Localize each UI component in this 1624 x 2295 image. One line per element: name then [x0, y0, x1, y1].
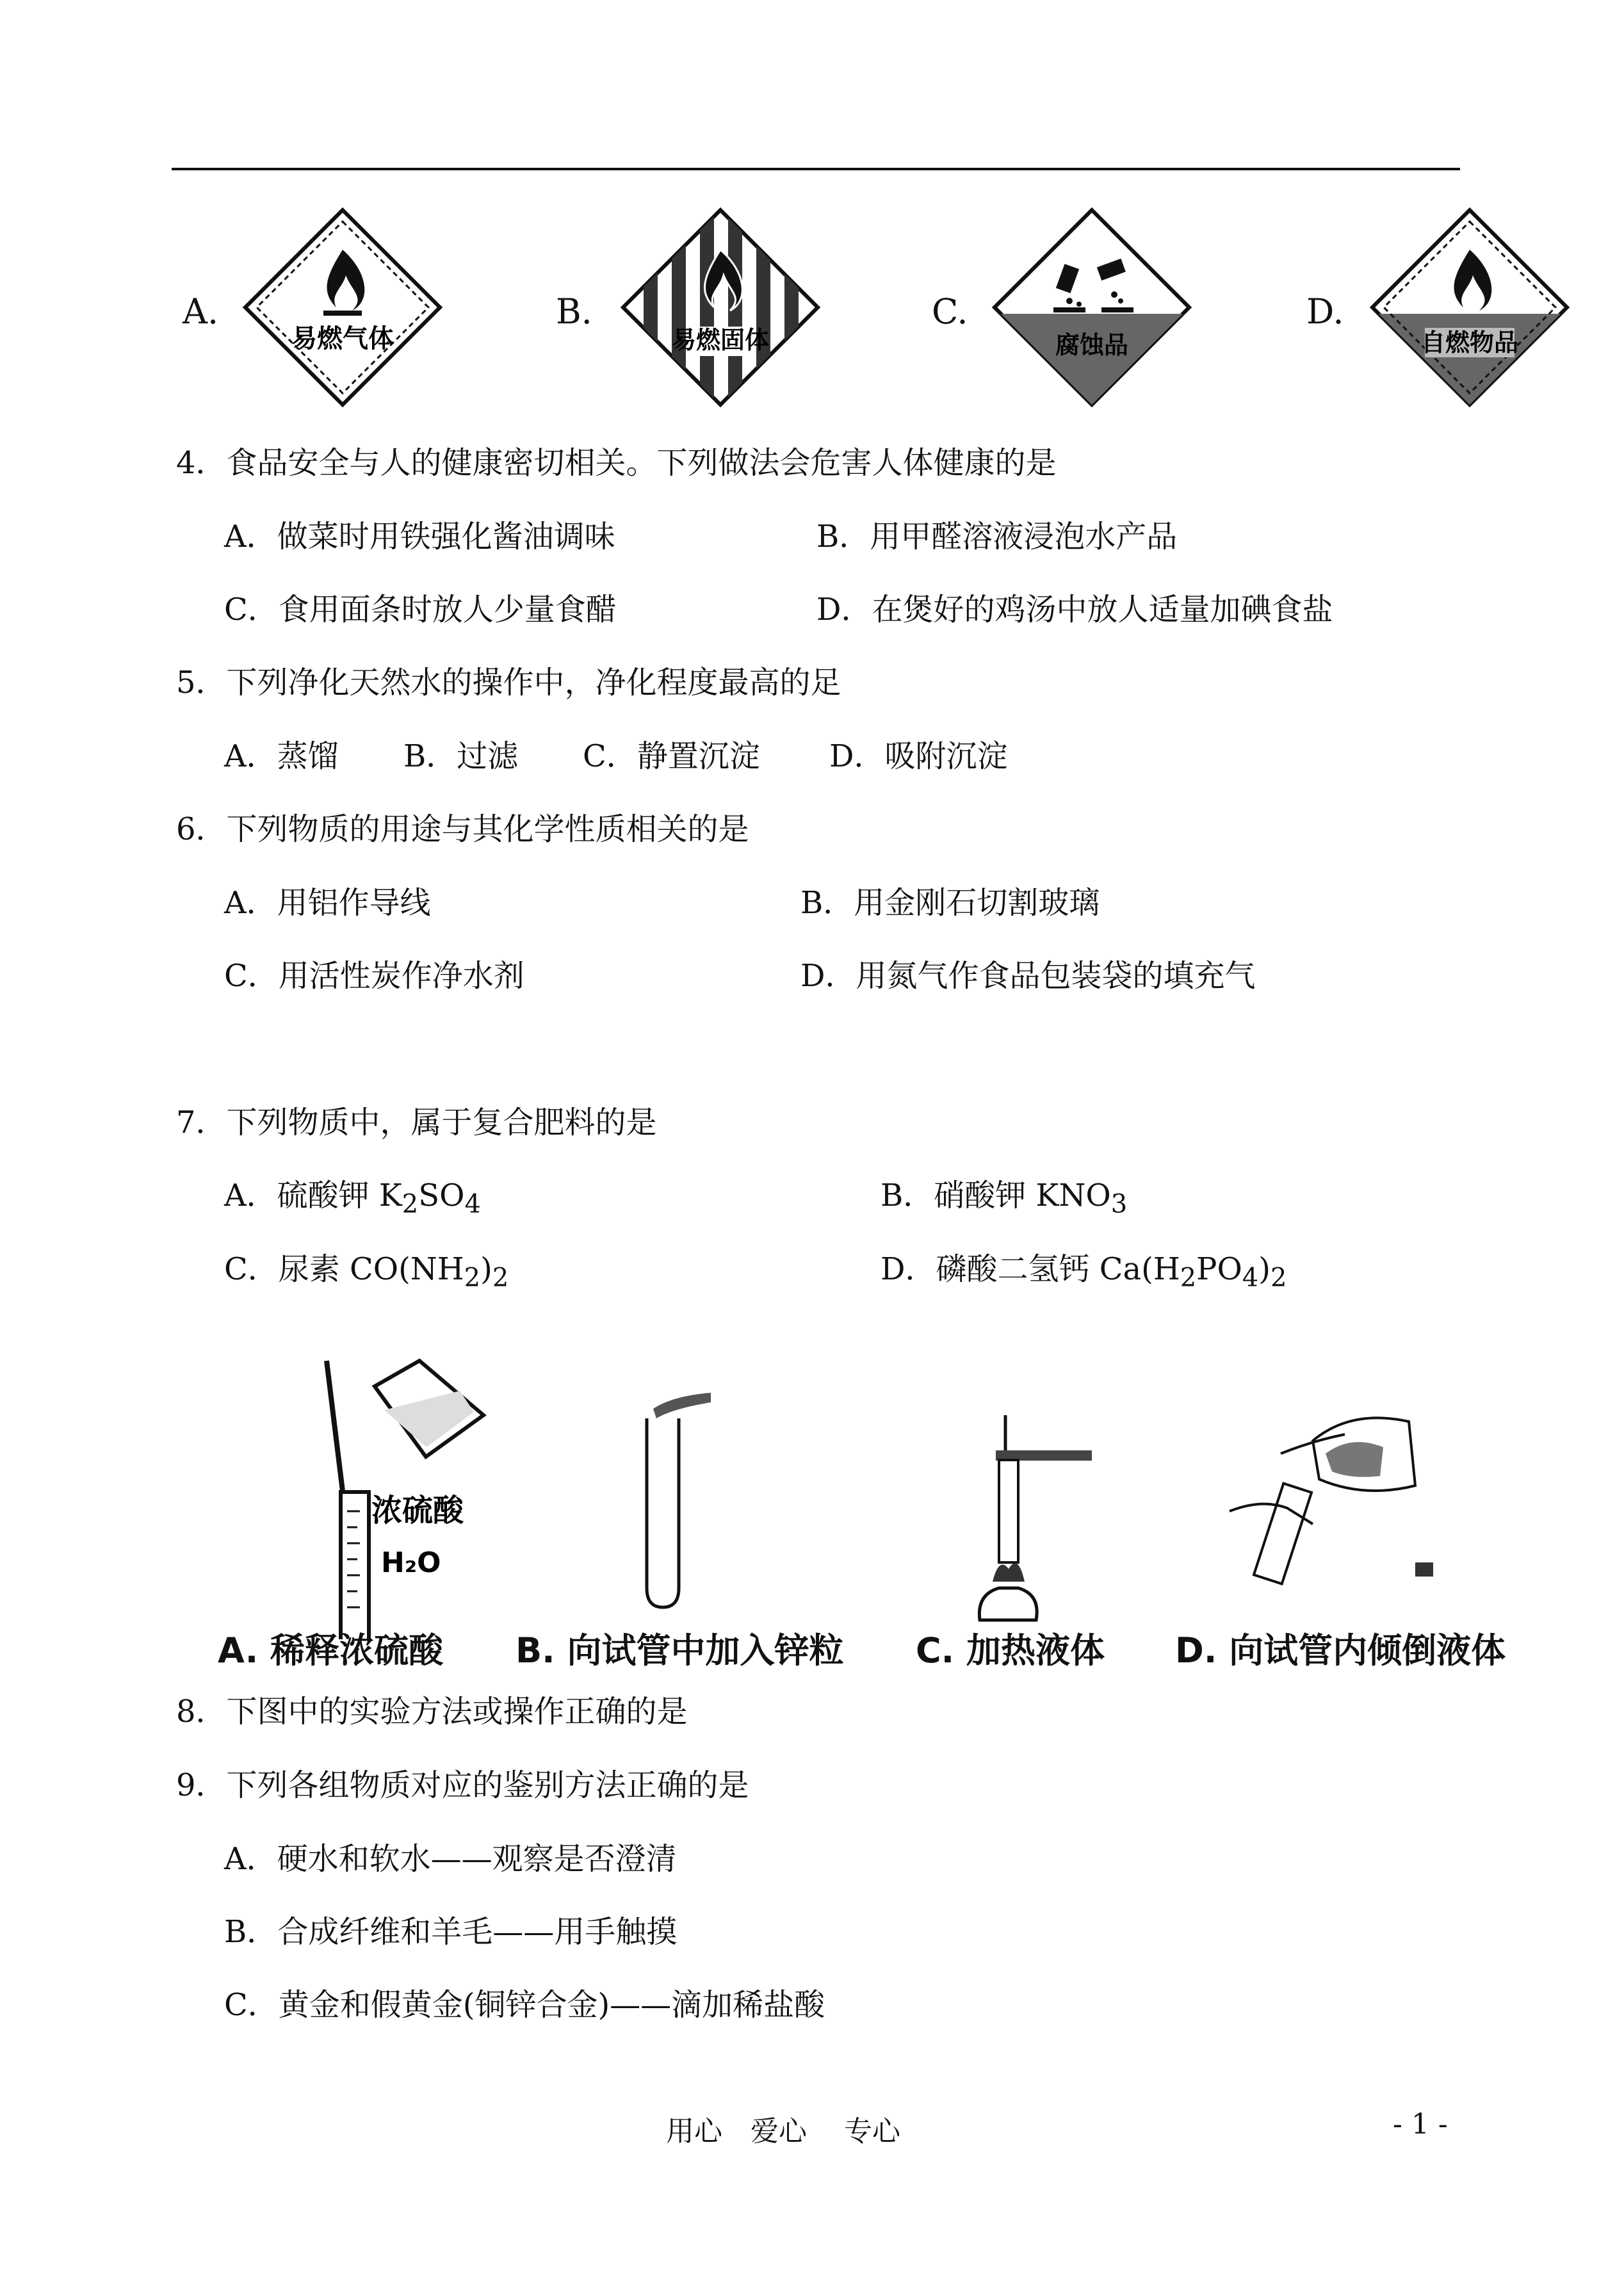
q6-option-b: B．用金刚石切割玻璃 — [800, 885, 1100, 921]
q9-option-a: A．硬水和软水——观察是否澄清 — [224, 1841, 677, 1877]
hazard-sign-corrosive — [989, 205, 1194, 410]
hazard-sign-spontaneous — [1367, 205, 1572, 410]
lab-caption-d: D. 向试管内倾倒液体 — [1175, 1630, 1506, 1671]
sign-b-text: 易燃固体 — [671, 326, 770, 354]
q7-option-d: D．磷酸二氢钙 $Ca(H_2PO_4)_2$ — [881, 1251, 1287, 1293]
page-number: - 1 - — [1393, 2108, 1448, 2141]
question-7-stem: 7．下列物质中，属于复合肥料的是 — [176, 1105, 657, 1140]
lab-figure-b-test-tube — [634, 1383, 775, 1614]
sign-letter-d: D. — [1306, 291, 1344, 332]
lab-caption-a: A. 稀释浓硫酸 — [218, 1630, 444, 1671]
lab-caption-b: B. 向试管中加入锌粒 — [516, 1630, 844, 1671]
lab-caption-c: C. 加热液体 — [916, 1630, 1105, 1671]
sign-d-text: 自燃物品 — [1420, 328, 1519, 357]
q5-option-b: B．过滤 — [403, 738, 519, 774]
q9-option-c: C．黄金和假黄金(铜锌合金)——滴加稀盐酸 — [224, 1987, 825, 2023]
question-4-stem: 4．食品安全与人的健康密切相关。下列做法会危害人体健康的是 — [176, 445, 1057, 481]
q6-option-d: D．用氮气作食品包装袋的填充气 — [800, 958, 1256, 994]
question-8-stem: 8．下图中的实验方法或操作正确的是 — [176, 1694, 688, 1730]
hazard-sign-flammable-solid — [618, 205, 823, 410]
lab-figure-c-heating — [961, 1409, 1127, 1626]
q5-option-a: A．蒸馏 — [224, 738, 339, 774]
question-5-stem: 5．下列净化天然水的操作中，净化程度最高的足 — [176, 665, 841, 701]
hazard-sign-flammable-gas — [240, 205, 445, 410]
question-6-stem: 6．下列物质的用途与其化学性质相关的是 — [176, 811, 749, 847]
question-9-stem: 9．下列各组物质对应的鉴别方法正确的是 — [176, 1767, 749, 1803]
q7-option-c: C．尿素 $CO(NH_2)_2$ — [224, 1251, 509, 1293]
q5-option-c: C．静置沉淀 — [583, 738, 760, 774]
lab-figure-d-pouring — [1217, 1396, 1473, 1620]
q7-option-a: A．硫酸钾 $K_2SO_4$ — [224, 1178, 481, 1219]
q9-option-b: B．合成纤维和羊毛——用手触摸 — [224, 1914, 678, 1950]
sign-a-text: 易燃气体 — [291, 324, 394, 353]
sign-c-text: 腐蚀品 — [1055, 331, 1129, 359]
header-rule — [172, 168, 1460, 170]
q4-option-a: A．做菜时用铁强化酱油调味 — [224, 519, 615, 555]
q4-option-c: C．食用面条时放人少量食醋 — [224, 592, 617, 628]
q4-option-b: B．用甲醛溶液浸泡水产品 — [816, 519, 1178, 555]
q5-option-d: D．吸附沉淀 — [829, 738, 1008, 774]
q6-option-c: C．用活性炭作净水剂 — [224, 958, 524, 994]
label-water: H₂O — [381, 1546, 441, 1579]
q4-option-d: D．在煲好的鸡汤中放人适量加碘食盐 — [816, 592, 1333, 628]
sign-letter-b: B. — [556, 291, 592, 332]
sign-letter-c: C. — [932, 291, 968, 332]
q6-option-a: A．用铝作导线 — [224, 885, 431, 921]
lab-figure-a-dilution — [301, 1351, 506, 1639]
q7-option-b: B．硝酸钾 $KNO_3$ — [881, 1178, 1128, 1219]
label-conc-sulfuric-acid: 浓硫酸 — [371, 1493, 464, 1529]
sign-letter-a: A. — [183, 291, 219, 332]
footer-slogan: 用心 爱心 专心 — [666, 2115, 900, 2148]
